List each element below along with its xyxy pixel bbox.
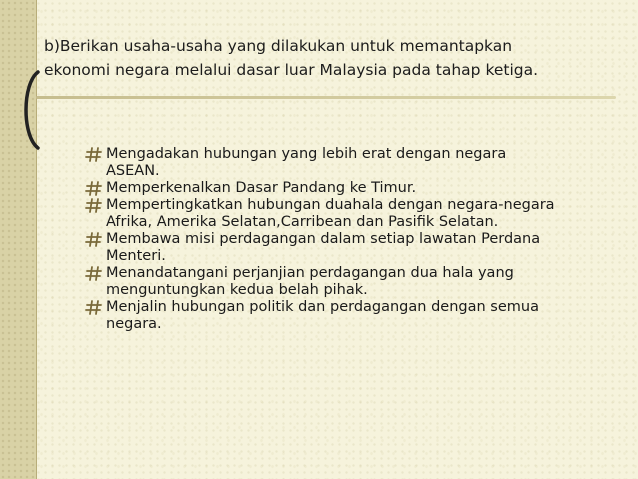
hash-bullet-icon bbox=[84, 180, 104, 197]
list-item bbox=[84, 231, 614, 265]
list-item bbox=[84, 197, 614, 231]
hash-bullet-icon bbox=[84, 146, 104, 163]
list-item bbox=[84, 265, 614, 299]
heading-line: b)Berikan usaha-usaha yang dilakukan untuk memantapkan bbox=[44, 37, 513, 55]
horizontal-divider bbox=[36, 96, 616, 99]
answer-point-list bbox=[84, 146, 614, 333]
list-item-line: Mempertingkatkan hubungan duahala dengan negara-negara bbox=[106, 197, 555, 213]
hash-bullet-icon bbox=[84, 299, 104, 316]
list-item-text bbox=[106, 180, 416, 197]
list-item-line: Menandatangani perjanjian perdagangan dua hala yang bbox=[106, 265, 514, 281]
list-item-line: Memperkenalkan Dasar Pandang ke Timur. bbox=[106, 180, 417, 196]
list-item bbox=[84, 299, 614, 333]
hash-bullet-icon bbox=[84, 197, 104, 214]
list-item-text bbox=[106, 197, 555, 231]
list-item-line: Membawa misi perdagangan dalam setiap lawatan Perdana bbox=[106, 231, 541, 247]
list-item-line: Menjalin hubungan politik dan perdagangan dengan semua bbox=[106, 299, 539, 315]
list-item bbox=[84, 146, 614, 180]
list-item-line: Mengadakan hubungan yang lebih erat dengan negara bbox=[106, 146, 507, 162]
list-item-line: ASEAN. bbox=[106, 163, 160, 179]
hash-bullet-icon bbox=[84, 231, 104, 248]
left-bracket-icon bbox=[14, 70, 44, 150]
list-item-line: Menteri. bbox=[106, 248, 166, 264]
hash-bullet-icon bbox=[84, 265, 104, 282]
list-item-line: negara. bbox=[106, 316, 162, 332]
list-item bbox=[84, 180, 614, 197]
list-item-line: menguntungkan kedua belah pihak. bbox=[106, 282, 368, 298]
list-item-line: Afrika, Amerika Selatan,Carribean dan Pasifik Selatan. bbox=[106, 214, 499, 230]
question-heading bbox=[44, 34, 624, 82]
list-item-text bbox=[106, 146, 506, 180]
list-item-text bbox=[106, 299, 539, 333]
heading-line: ekonomi negara melalui dasar luar Malaysia pada tahap ketiga. bbox=[44, 61, 539, 79]
list-item-text bbox=[106, 265, 514, 299]
list-item-text bbox=[106, 231, 540, 265]
